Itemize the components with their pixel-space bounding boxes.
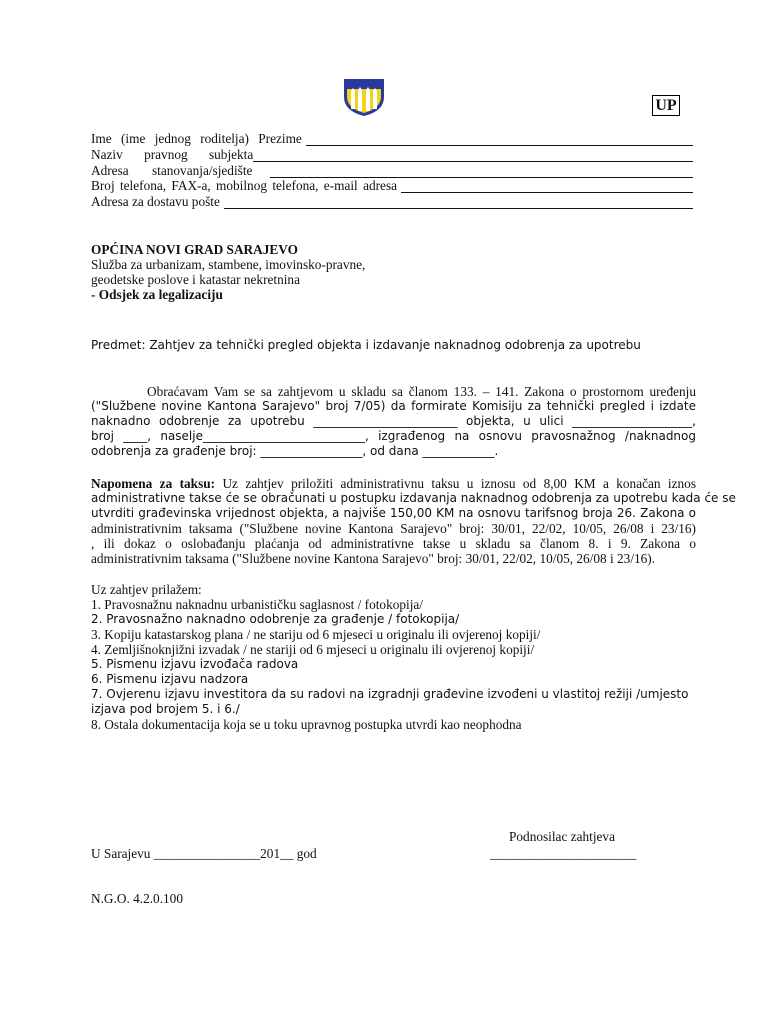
list-item: 2. Pravosnažno naknadno odobrenje za građenje / fotokopija/	[91, 612, 460, 626]
coat-of-arms-logo	[341, 77, 387, 117]
subject-line: Predmet: Zahtjev za tehnički pregled objekta i izdavanje naknadnog odobrenja za upotrebu	[91, 338, 641, 352]
fee-note-line-4: administrativnim taksama ("Službene novine Kantona Sarajevo" broj: 30/01, 22/02, 10/05, 26/08 i 23/16)	[91, 521, 696, 536]
fee-note-line-1: Uz zahtjev priložiti administrativnu taksu u iznosu od 8,00 KM a konačan iznos	[215, 476, 696, 491]
list-item: 7. Ovjerenu izjavu investitora da su radovi na izgradnji građevine izvođeni u vlastitoj režiji /umjesto	[91, 687, 689, 701]
signature-label: Podnosilac zahtjeva	[509, 829, 615, 844]
request-line-3: naknadno odobrenje za upotrebu ________________________ objekta, u ulici ____________________,	[91, 414, 696, 428]
address-field[interactable]	[91, 163, 693, 178]
fee-note-line-2: administrativne takse će se obračunati u postupku izdavanja naknadnog odobrenja za upotrebu kada će se	[91, 491, 736, 505]
recipient-office	[91, 242, 491, 302]
name-field-line[interactable]	[306, 134, 693, 146]
request-line-4: broj ____, naselje___________________________, izgrađenog na osnovu pravosnažnog /naknadnog	[91, 429, 696, 443]
list-item: izjava pod brojem 5. i 6./	[91, 702, 240, 716]
attachments-intro: Uz zahtjev prilažem:	[91, 582, 202, 597]
office-department: - Odsjek za legalizaciju	[91, 287, 223, 302]
delivery-address-field-line[interactable]	[224, 197, 693, 209]
request-paragraph	[91, 384, 696, 459]
list-item: 1. Pravosnažnu naknadnu urbanističku saglasnost / fotokopija/	[91, 597, 423, 612]
form-code: N.G.O. 4.2.0.100	[91, 891, 183, 906]
place-date-field[interactable]: U Sarajevu ________________201__ god	[91, 846, 317, 861]
fee-note-label: Napomena za taksu:	[91, 476, 216, 491]
list-item: 6. Pismenu izjavu nadzora	[91, 672, 249, 686]
legal-entity-field[interactable]	[91, 147, 693, 162]
signature-line[interactable]: ______________________	[490, 846, 637, 861]
list-item: 5. Pismenu izjavu izvođača radova	[91, 657, 299, 671]
fee-note-line-5: , ili dokaz o oslobađanju plaćanja od administrativne takse u skladu sa članom 8. i 9. Zakona o	[91, 536, 696, 551]
legal-entity-field-line[interactable]	[253, 150, 693, 162]
fee-note-line-3: utvrditi građevinska vrijednost objekta, a najviše 150,00 KM na osnovu tarifsnog broja 26. Zakona o	[91, 506, 696, 520]
office-name: OPĆINA NOVI GRAD SARAJEVO	[91, 242, 298, 257]
fee-note-line-6: administrativnim taksama ("Službene novine Kantona Sarajevo" broj: 30/01, 22/02, 10/05, 26/08 i 23/16).	[91, 551, 656, 566]
address-field-label: Adresa stanovanja/sjedište	[91, 163, 253, 178]
legal-entity-field-label: Naziv pravnog subjekta	[91, 147, 254, 162]
delivery-address-field[interactable]	[91, 194, 693, 209]
list-item: 8. Ostala dokumentacija koja se u toku upravnog postupka utvrdi kao neophodna	[91, 717, 522, 732]
office-service-line2: geodetske poslove i katastar nekretnina	[91, 272, 300, 287]
delivery-address-field-label: Adresa za dostavu pošte	[91, 194, 220, 209]
request-line-2: ("Službene novine Kantona Sarajevo" broj 7/05) da formirate Komisiju za tehnički pregled i izdate	[91, 399, 696, 413]
list-item: 4. Zemljišnoknjižni izvadak / ne stariji od 6 mjeseci u originalu ili ovjerenoj kopiji/	[91, 642, 535, 657]
address-field-line[interactable]	[270, 166, 693, 178]
list-item: 3. Kopiju katastarskog plana / ne stariju od 6 mjeseci u originalu ili ovjerenoj kopiji/	[91, 627, 541, 642]
attachments-list	[91, 582, 711, 732]
phone-field[interactable]	[91, 178, 693, 193]
phone-field-label: Broj telefona, FAX-a, mobilnog telefona, e-mail adresa	[91, 178, 398, 193]
office-service-line1: Služba za urbanizam, stambene, imovinsko-pravne,	[91, 257, 366, 272]
request-line-1: Obraćavam Vam se sa zahtjevom u skladu sa članom 133. – 141. Zakona o prostornom uređenju	[147, 384, 696, 399]
fee-note-paragraph	[91, 476, 736, 566]
name-field[interactable]	[91, 131, 693, 146]
form-type-badge: UP	[652, 95, 680, 116]
request-line-5: odobrenja za građenje broj: _________________, od dana ____________.	[91, 444, 499, 458]
name-field-label: Ime (ime jednog roditelja) Prezime	[91, 131, 302, 146]
phone-field-line[interactable]	[401, 181, 693, 193]
